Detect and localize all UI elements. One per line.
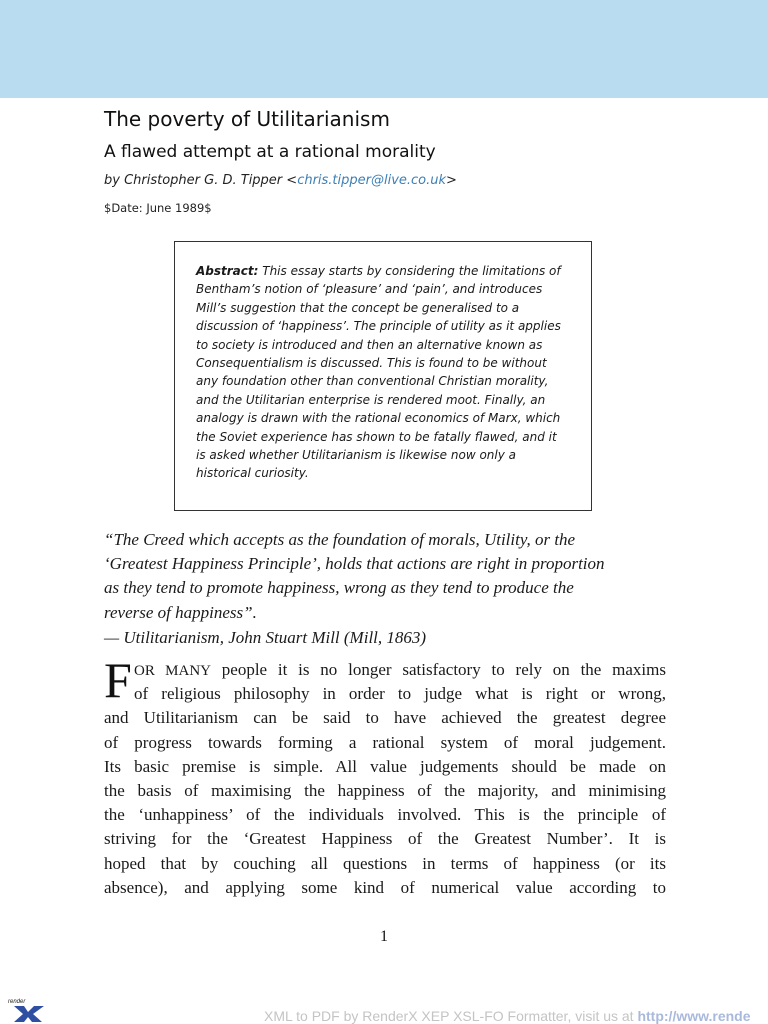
header-band: [0, 0, 768, 98]
body-line: Its basic premise is simple. All value judgements should be made on: [104, 756, 666, 776]
abstract-line: Consequentialism is discussed. This is found to be without: [196, 356, 547, 371]
body-line-text: people it is no longer satisfactory to rely on the maxims: [210, 660, 666, 679]
byline: [104, 173, 457, 188]
abstract-line: Mill’s suggestion that the concept be generalised to a: [196, 300, 520, 315]
epigraph-line: “The Creed which accepts as the foundation of morals, Utility, or the: [104, 530, 576, 549]
body-line: of progress towards forming a rational system of moral judgement.: [104, 732, 666, 752]
abstract-box: [174, 241, 592, 511]
abstract-line: the Soviet experience has shown to be fatally flawed, and it: [196, 429, 557, 444]
byline-author: by Christopher G. D. Tipper <: [104, 173, 298, 188]
epigraph-line: as they tend to promote happiness, wrong as they tend to produce the: [104, 578, 574, 598]
epigraph-quote: [104, 528, 666, 625]
body-line: the basis of maximising the happiness of the majority, and minimising: [104, 780, 666, 800]
abstract-line: Bentham’s notion of ‘pleasure’ and ‘pain’, and introduces: [196, 282, 543, 297]
small-caps-lead: OR MANY: [134, 663, 211, 679]
renderx-logo-icon: [6, 996, 46, 1022]
abstract-line: This essay starts by considering the limitations of: [258, 264, 561, 278]
body-line: the ‘unhappiness’ of the individuals involved. This is the principle of: [104, 805, 666, 825]
abstract-line: to society is introduced and then an alternative known as: [196, 337, 543, 352]
body-line: absence), and applying some kind of numerical value according to: [104, 877, 666, 897]
epigraph-attribution: — Utilitarianism, John Stuart Mill (Mill, 1863): [104, 628, 427, 647]
abstract-line: is asked whether Utilitarianism is likewise now only a: [196, 448, 517, 463]
body-line: hoped that by couching all questions in terms of happiness (or its: [104, 853, 666, 873]
epigraph-line: ‘Greatest Happiness Principle’, holds that actions are right in proportion: [104, 554, 605, 574]
footer-link[interactable]: http://www.rende: [637, 1008, 751, 1024]
author-email-link[interactable]: chris.tipper@live.co.uk: [297, 173, 447, 188]
abstract-line: discussion of ‘happiness’. The principle of utility as it applies: [196, 319, 561, 334]
body-line: [104, 658, 666, 682]
body-line: and Utilitarianism can be said to have achieved the greatest degree: [104, 708, 666, 728]
document-subtitle: A flawed attempt at a rational morality: [104, 142, 436, 162]
abstract-line: historical curiosity.: [196, 466, 309, 481]
epigraph-line: reverse of happiness”.: [104, 602, 257, 622]
body-paragraph: [104, 658, 666, 900]
footer-note: [264, 1008, 751, 1024]
abstract-line: and the Utilitarian enterprise is rendered moot. Finally, an: [196, 392, 546, 407]
drop-cap: F: [104, 652, 132, 708]
document-title: The poverty of Utilitarianism: [104, 107, 390, 131]
footer-text: XML to PDF by RenderX XEP XSL-FO Formatter, visit us at: [264, 1008, 638, 1024]
body-line: of religious philosophy in order to judge what is right or wrong,: [134, 684, 666, 704]
document-date: $Date: June 1989$: [104, 201, 212, 215]
page-number: 1: [380, 928, 388, 945]
abstract-line: analogy is drawn with the rational economics of Marx, which: [196, 411, 561, 426]
byline-suffix: >: [446, 173, 457, 188]
abstract-text: [196, 262, 583, 483]
abstract-line: any foundation other than conventional Christian morality,: [196, 374, 549, 389]
body-line: striving for the ‘Greatest Happiness of the Greatest Number’. It is: [104, 829, 666, 849]
logo-text: render: [8, 999, 26, 1005]
abstract-label: Abstract:: [196, 264, 259, 278]
